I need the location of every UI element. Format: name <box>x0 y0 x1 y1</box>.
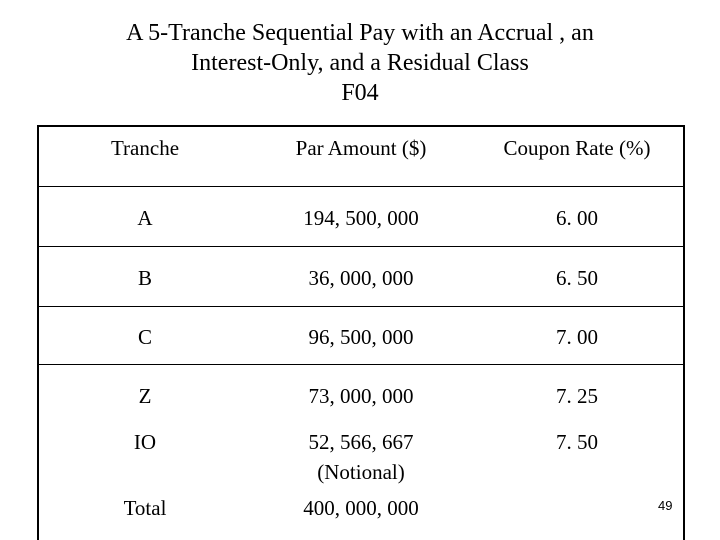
cell-par-amount: 194, 500, 000 <box>303 206 419 230</box>
table-header-row <box>39 127 683 187</box>
cell-tranche: IO <box>133 430 157 454</box>
par-amount-value: 52, 566, 667 <box>308 430 414 454</box>
cell-par-amount <box>251 427 471 487</box>
cell-coupon-rate: 6. 00 <box>556 206 598 230</box>
cell-tranche: Total <box>123 496 167 520</box>
cell-coupon-rate: 7. 00 <box>556 325 598 349</box>
table-row <box>39 247 683 307</box>
header-par-amount: Par Amount ($) <box>295 136 427 160</box>
cell-par-amount: 96, 500, 000 <box>308 325 414 349</box>
slide-title <box>0 18 720 108</box>
title-line-1: A 5-Tranche Sequential Pay with an Accrual , an <box>126 20 594 46</box>
header-coupon-rate: Coupon Rate (%) <box>503 136 651 160</box>
cell-tranche: Z <box>138 384 152 408</box>
cell-coupon-rate: 7. 50 <box>556 430 598 454</box>
table-row-total <box>39 489 683 540</box>
header-tranche: Tranche <box>110 136 180 160</box>
title-line-2: Interest-Only, and a Residual Class <box>191 50 529 76</box>
cell-tranche: A <box>137 206 153 230</box>
cell-par-amount: 36, 000, 000 <box>308 266 414 290</box>
tranche-table <box>37 125 685 540</box>
table-row <box>39 307 683 365</box>
table-row <box>39 365 683 425</box>
table-row <box>39 187 683 247</box>
cell-tranche: C <box>137 325 152 349</box>
cell-coupon-rate: 7. 25 <box>556 384 598 408</box>
cell-tranche: B <box>137 266 152 290</box>
title-line-3: F04 <box>341 80 379 106</box>
par-amount-note: (Notional) <box>317 460 405 484</box>
cell-coupon-rate: 6. 50 <box>556 266 598 290</box>
cell-par-amount: 400, 000, 000 <box>303 496 419 520</box>
table-row <box>39 425 683 489</box>
cell-par-amount: 73, 000, 000 <box>308 384 414 408</box>
page-number: 49 <box>658 498 673 513</box>
